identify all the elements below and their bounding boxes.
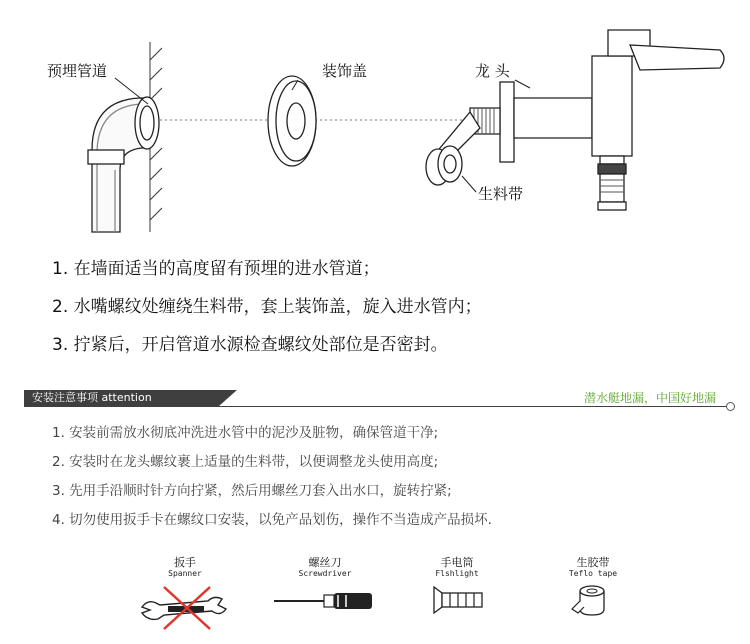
brand-slogan: 潜水艇地漏，中国好地漏	[583, 391, 716, 405]
banner-title: 安装注意事项 attention	[32, 391, 152, 404]
spanner-icon	[130, 579, 240, 631]
installation-diagram	[0, 0, 750, 235]
label-embedded-pipe: 预埋管道	[47, 62, 108, 80]
note-item: 3. 先用手沿顺时针方向拧紧，然后用螺丝刀套入出水口，旋转拧紧;	[52, 483, 452, 499]
tool-name: 生胶带	[576, 556, 610, 569]
embedded-pipe	[88, 97, 159, 232]
attention-banner	[24, 390, 736, 410]
note-item: 1. 安装前需放水彻底冲洗进水管中的泥沙及脏物，确保管道干净;	[52, 425, 439, 441]
step-item: 1. 在墙面适当的高度留有预埋的进水管道；	[52, 259, 380, 279]
faucet	[426, 30, 724, 210]
note-item: 2. 安装时在龙头螺纹裹上适量的生料带，以便调整龙头使用高度;	[52, 454, 439, 470]
note-item: 4. 切勿使用扳手卡在螺纹口安装，以免产品划伤，操作不当造成产品损坏.	[52, 512, 492, 528]
tool-name: 扳手	[174, 556, 196, 569]
banner-end-dot	[726, 402, 735, 411]
teflon-tape-icon	[548, 579, 638, 619]
flashlight-icon	[412, 579, 502, 619]
tool-screwdriver	[270, 556, 380, 623]
attention-notes	[52, 420, 492, 536]
tool-name: 手电筒	[440, 556, 474, 569]
step-item: 2. 水嘴螺纹处缠绕生料带，套上装饰盖，旋入进水管内；	[52, 297, 482, 317]
tool-name: 螺丝刀	[308, 556, 342, 569]
step-item: 3. 拧紧后，开启管道水源检查螺纹处部位是否密封。	[52, 335, 448, 355]
tool-flashlight	[412, 556, 502, 623]
label-decorative-cover: 装饰盖	[322, 62, 368, 80]
banner-divider	[24, 406, 728, 407]
tool-name-en: Screwdriver	[298, 569, 352, 578]
installation-steps	[52, 254, 482, 368]
label-teflon-tape: 生料带	[478, 185, 524, 203]
screwdriver-icon	[270, 579, 380, 619]
label-faucet: 龙 头	[475, 62, 510, 80]
tool-name-en: Teflo tape	[568, 569, 618, 578]
tool-name-en: Flshlight	[435, 569, 479, 578]
tool-teflon-tape	[548, 556, 638, 623]
tool-name-en: Spanner	[168, 569, 202, 578]
tool-spanner	[130, 556, 240, 635]
